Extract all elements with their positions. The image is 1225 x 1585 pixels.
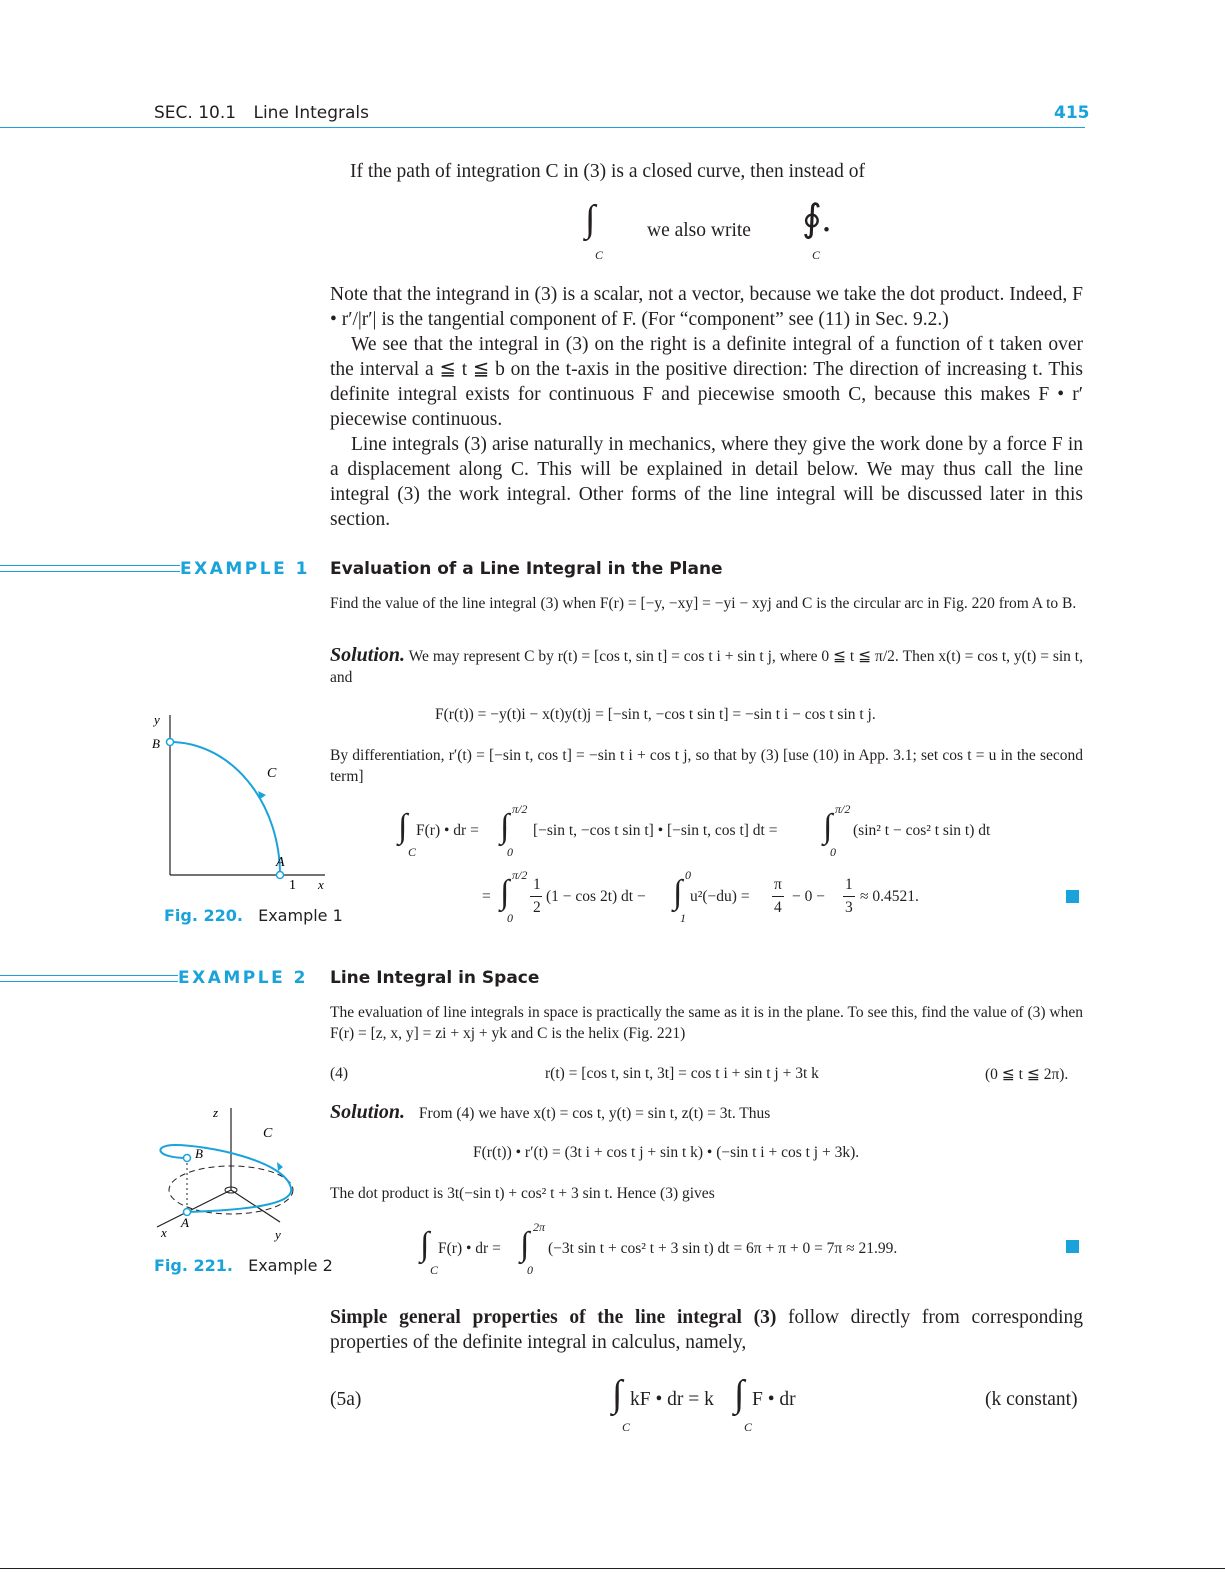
eq5a-sub-1: C — [622, 1420, 631, 1434]
figure-220-caption: Fig. 220. Example 1 — [164, 906, 343, 925]
eq2-upper-mid: π/2 — [512, 802, 528, 816]
eq6-lhs: F(r) • dr = — [438, 1240, 501, 1257]
eq3-upper-1: π/2 — [512, 868, 528, 882]
paragraph-work-integral: Line integrals (3) arise naturally in mechanics, where they give the work done by a force F in a displacement along C. This will be explained in detail below. We may thus call the line integral (3) the work integral. Other forms of the line integral will be discussed later in this section. — [330, 434, 1083, 530]
properties-heading: Simple general properties of the line integral (3) — [330, 1307, 777, 1328]
paragraph-definite-integral: We see that the integral in (3) on the right is a definite integral of a function of t taken over the interval a ≦ t ≦ b on the t-axis in the positive direction: The direction of increasing t. This definite integral exists for continuous F and piecewise smooth C, because this makes F • r′ piecewise continuous. — [330, 334, 1083, 430]
eq3-integral-2: ∫ — [673, 874, 683, 911]
eq2-lower-mid: 0 — [507, 845, 513, 859]
eq5a-sub-2: C — [744, 1420, 753, 1434]
eq3-lower-2: 1 — [680, 911, 686, 925]
eq3-third-bar — [843, 896, 855, 897]
example1-solution-text: We may represent C by r(t) = [cos t, sin t] = cos t i + sin t j, where 0 ≦ t ≦ π/2. Then x(t) = cos t, y(t) = sin t, and — [330, 648, 1083, 686]
eq3-one: 1 — [845, 876, 853, 893]
open-integral-subscript: C — [595, 248, 604, 262]
eq5a-right: F • dr — [752, 1389, 796, 1410]
fig220-label-y: y — [154, 712, 160, 727]
properties-text: follow directly from corresponding properties of the definite integral in calculus, namely, — [330, 1307, 1083, 1353]
section-number: SEC. 10.1 — [154, 103, 237, 123]
fig221-helix — [160, 1145, 291, 1212]
fig220-arc-C — [170, 742, 280, 875]
eq2-integral-mid: ∫ — [500, 808, 510, 845]
example1-label: EXAMPLE 1 — [180, 559, 314, 579]
eq5a-note: (k constant) — [985, 1389, 1078, 1410]
fig221-label-C: C — [263, 1126, 273, 1141]
running-head — [154, 103, 369, 123]
eq5a-integral-1: ∫ — [612, 1373, 623, 1415]
eq2-integral-rhs: ∫ — [823, 808, 833, 845]
eq2-lhs: F(r) • dr = — [416, 822, 479, 839]
closed-integral-subscript: C — [812, 248, 821, 262]
qed-box-2 — [1066, 1240, 1079, 1253]
fig221-arrow — [277, 1162, 283, 1171]
eq3-half-num: 1 — [533, 876, 541, 893]
fig221-x-axis — [157, 1190, 231, 1227]
qed-box-1 — [1066, 890, 1079, 903]
eq3-three: 3 — [845, 899, 853, 916]
eq3-equals: = — [482, 888, 491, 905]
eq6-rhs: (−3t sin t + cos² t + 3 sin t) dt = 6π + π + 0 = 7π ≈ 21.99. — [548, 1240, 898, 1257]
eq3-upper-2: 0 — [685, 868, 691, 882]
fig220-label-1: 1 — [289, 878, 296, 893]
eq3-pi-bar — [772, 896, 784, 897]
fig220-point-A — [277, 872, 284, 879]
header-rule — [0, 127, 1085, 128]
example1-eq-F: F(r(t)) = −y(t)i − x(t)y(t)j = [−sin t, −cos t sin t] = −sin t i − cos t sin t j. — [435, 706, 876, 723]
figure-221-caption: Fig. 221. Example 2 — [154, 1256, 333, 1275]
fig221-label-y: y — [275, 1227, 281, 1242]
closed-integral-symbol: ∮. — [802, 198, 832, 240]
eq2-sub-C: C — [408, 845, 417, 859]
eq5a-number: (5a) — [330, 1389, 362, 1410]
eq2-rhs: (sin² t − cos² t sin t) dt — [853, 822, 991, 839]
eq6-integral-t: ∫ — [520, 1226, 530, 1263]
fig220-label-B: B — [152, 736, 160, 751]
page-number: 415 — [1054, 103, 1090, 123]
eq6-lower: 0 — [527, 1263, 533, 1277]
eq3-b: u²(−du) = — [690, 888, 750, 905]
eq6-integral-C: ∫ — [420, 1226, 430, 1263]
figure-220 — [140, 710, 340, 895]
eq5-dot: F(r(t)) • r′(t) = (3t i + cos t j + sin t k) • (−sin t i + cos t j + 3k). — [473, 1144, 860, 1161]
paragraph-scalar: Note that the integrand in (3) is a scalar, not a vector, because we take the dot product. Indeed, F • r′/|r′| is the tangential component of F. (For “component” see (11) in Sec. 9.2.) — [330, 284, 1083, 330]
figure-221 — [145, 1100, 320, 1250]
example2-title: Line Integral in Space — [330, 968, 540, 988]
section-title: Line Integrals — [253, 103, 369, 123]
example1-solution-label: Solution. — [330, 644, 406, 666]
eq3-integral-1: ∫ — [500, 874, 510, 911]
eq3-a: (1 − cos 2t) dt − — [546, 888, 646, 905]
eq6-sub-C: C — [430, 1263, 439, 1277]
example1-solution — [330, 645, 1083, 688]
fig220-label-x: x — [318, 877, 324, 892]
fig221-label-A: A — [181, 1215, 189, 1230]
example2-statement: The evaluation of line integrals in space is practically the same as it is in the plane. To see this, find the value of (3) when F(r) = [z, x, y] = zi + xj + yk and C is the helix (Fig. 221) — [330, 1004, 1083, 1042]
fig220-label-C: C — [267, 766, 277, 781]
eq2-mid: [−sin t, −cos t sin t] • [−sin t, cos t] dt = — [533, 822, 778, 839]
fig221-label-B: B — [195, 1146, 203, 1161]
fig221-label-x: x — [161, 1225, 167, 1240]
example2-solution — [330, 1102, 1083, 1124]
closed-curve-sentence: If the path of integration C in (3) is a closed curve, then instead of — [350, 161, 865, 182]
eq5a-integral-2: ∫ — [734, 1373, 745, 1415]
eq4-number: (4) — [330, 1065, 349, 1082]
open-integral-symbol: ∫ — [585, 198, 596, 240]
example2-label: EXAMPLE 2 — [178, 968, 312, 988]
eq2-lower-rhs: 0 — [830, 845, 836, 859]
eq2-upper-rhs: π/2 — [835, 802, 851, 816]
eq3-four: 4 — [774, 899, 782, 916]
eq5a-left: kF • dr = k — [630, 1389, 714, 1410]
eq2-integral-C: ∫ — [398, 808, 408, 845]
bottom-rule — [0, 1568, 1225, 1569]
example2-solution-text: From (4) we have x(t) = cos t, y(t) = sin t, z(t) = 3t. Thus — [418, 1105, 771, 1122]
eq3-half-den: 2 — [533, 899, 541, 916]
eq3-result: ≈ 0.4521. — [860, 888, 919, 905]
example1-statement: Find the value of the line integral (3) when F(r) = [−y, −xy] = −yi − xyj and C is the circular arc in Fig. 220 from A to B. — [330, 595, 1077, 612]
eq3-lower-1: 0 — [507, 911, 513, 925]
example1-differentiation: By differentiation, r′(t) = [−sin t, cos t] = −sin t i + cos t j, so that by (3) [use (10) in App. 3.1; set cos t = u in the second term] — [330, 747, 1083, 785]
eq3-c: − 0 − — [792, 888, 825, 905]
fig220-point-B — [167, 739, 174, 746]
eq3-half-bar — [530, 896, 542, 897]
fig220-label-A: A — [276, 855, 285, 870]
properties-paragraph — [330, 1305, 1083, 1355]
fig221-point-B — [184, 1155, 191, 1162]
eq4-range: (0 ≦ t ≦ 2π). — [985, 1066, 1069, 1083]
fig221-label-z: z — [213, 1105, 219, 1120]
eq3-pi: π — [774, 876, 782, 893]
eq4-helix: r(t) = [cos t, sin t, 3t] = cos t i + sin t j + 3t k — [545, 1065, 819, 1082]
example2-dot-product: The dot product is 3t(−sin t) + cos² t + 3 sin t. Hence (3) gives — [330, 1185, 715, 1202]
also-write-text: we also write — [647, 220, 751, 241]
example2-solution-label: Solution. — [330, 1101, 406, 1123]
example1-title: Evaluation of a Line Integral in the Plane — [330, 559, 723, 579]
eq6-upper: 2π — [533, 1220, 546, 1234]
